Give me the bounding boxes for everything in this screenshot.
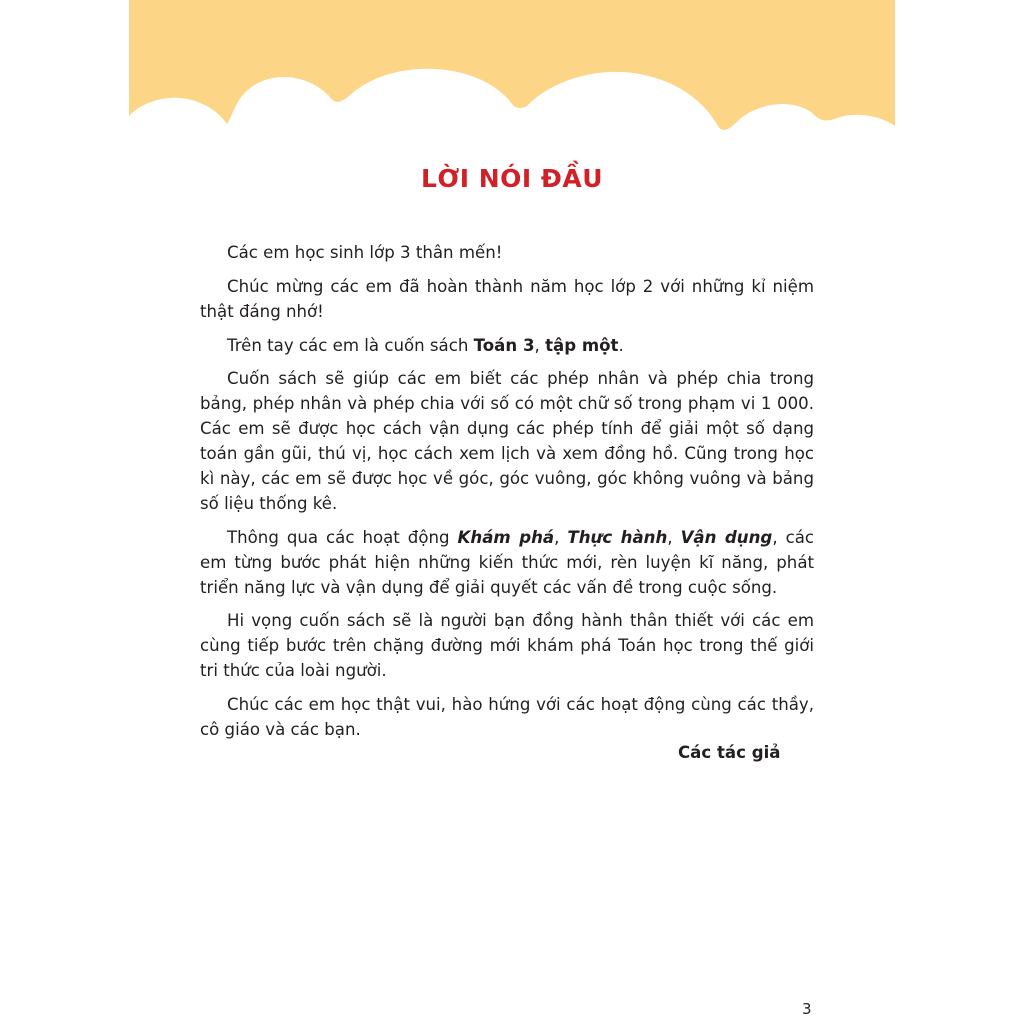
page-title: LỜI NÓI ĐẦU — [420, 164, 604, 193]
paragraph-hope: Hi vọng cuốn sách sẽ là người bạn đồng hành thân thiết với các em cùng tiếp bước trên chặng đường mới khám phá Toán học trong thế giới tri thức của loài người. — [200, 611, 814, 680]
activity-explore: Khám phá — [457, 527, 555, 547]
text-segment: , — [667, 527, 681, 547]
paragraph-book-intro — [200, 333, 814, 358]
cloud-shape — [129, 0, 895, 140]
paragraph-congratulations: Chúc mừng các em đã hoàn thành năm học lớp 2 với những kỉ niệm thật đáng nhớ! — [200, 277, 814, 321]
text-segment: Thông qua các hoạt động — [227, 527, 458, 547]
book-title: Toán 3 — [473, 335, 535, 355]
cloud-header-band — [129, 0, 895, 140]
paragraph-wishes: Chúc các em học thật vui, hào hứng với các hoạt động cùng các thầy, cô giáo và các bạn. — [200, 694, 814, 739]
paragraph-activities — [200, 525, 814, 600]
text-segment: , — [554, 527, 568, 547]
text-segment: , — [534, 335, 546, 355]
paragraph-content: Cuốn sách sẽ giúp các em biết các phép nhân và phép chia trong bảng, phép nhân và phép chia với số có một chữ số trong phạm vi 1 000. Các em sẽ được học cách vận dụng các phép tính để giải một số dạng toán gần gũi, thú vị, học cách xem lịch và xem đồng hồ. Cũng trong học kì này, các em sẽ được học về góc, góc vuông, góc không vuông và bảng số liệu thống kê. — [200, 369, 814, 513]
preface-body — [200, 240, 814, 750]
paragraph-greeting: Các em học sinh lớp 3 thân mến! — [227, 243, 503, 262]
text-segment: Trên tay các em là cuốn sách — [227, 335, 474, 355]
cloud-fill — [129, 0, 895, 130]
activity-practice: Thực hành — [567, 527, 668, 547]
signature: Các tác giả — [678, 743, 781, 762]
text-segment: . — [618, 335, 624, 355]
activity-apply: Vận dụng — [680, 527, 773, 547]
page-number: 3 — [802, 1000, 812, 1018]
book-volume: tập một — [545, 335, 619, 355]
text-segment: , các em từng bước phát hiện những kiến thức mới, rèn luyện kĩ năng, phát triển năng lực và vận dụng để giải quyết các vấn đề trong cuộc sống. — [200, 527, 814, 597]
